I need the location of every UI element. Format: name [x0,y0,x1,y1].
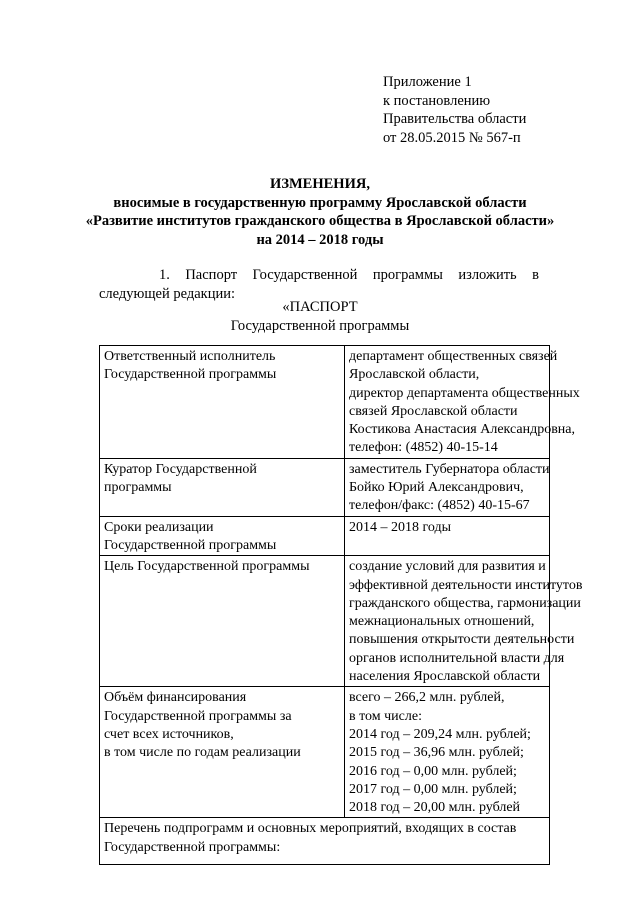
cell-line: межнациональных отношений, [349,614,535,630]
cell-line: 2014 год – 209,24 млн. рублей; [349,726,531,742]
cell-line: гражданского общества, гармонизации [349,595,581,611]
heading-line: «Развитие институтов гражданского общества в Ярославской области» [85,213,555,229]
table-cell-value [345,556,583,687]
cell-line: Куратор Государственной [104,461,257,477]
cell-line: 2018 год – 20,00 млн. рублей [349,800,521,816]
table-row [100,458,550,516]
cell-line: Государственной программы за [104,708,292,724]
table-cell-subprograms [100,818,550,865]
table-cell-label [100,346,345,459]
appendix-line: Правительства области [383,111,527,127]
cell-line: Государственной программы: [104,839,281,855]
table-row [100,687,550,818]
heading-line: на 2014 – 2018 годы [256,231,384,248]
table-row [100,556,550,687]
table-cell-label [100,458,345,516]
table-cell-label [100,687,345,818]
cell-line: Государственной программы [104,537,277,553]
cell-line: телефон/факс: (4852) 40-15-67 [349,498,530,514]
cell-line: Ответственный исполнитель [104,349,276,364]
cell-line: Перечень подпрограмм и основных мероприятий, входящих в состав [104,821,517,837]
cell-line: эффективной деятельности институтов [349,577,583,593]
cell-line: директор департамента общественных [349,385,580,401]
cell-line: Костикова Анастасия Александровна, [349,422,576,438]
passport-table [99,345,583,865]
cell-line: департамент общественных связей [349,349,558,364]
cell-line: 2016 год – 0,00 млн. рублей; [349,763,517,779]
cell-line: Цель Государственной программы [104,559,310,575]
table-row [100,516,550,556]
cell-line: связей Ярославской области [349,403,518,419]
table-cell-value [345,346,580,459]
cell-line: счет всех источников, [104,726,234,742]
table-row [100,346,550,459]
cell-line: 2017 год – 0,00 млн. рублей; [349,781,517,797]
heading-line: ИЗМЕНЕНИЯ, [270,176,370,192]
cell-line: 2014 – 2018 годы [349,519,452,535]
cell-line: Ярославской области, [349,367,480,383]
passport-table-body [100,346,583,865]
table-cell-value [345,687,550,818]
cell-line: всего – 266,2 млн. рублей, [349,690,505,706]
cell-line: повышения открытости деятельности [349,632,575,648]
intro-paragraph-text: 1. Паспорт Государственной программы изложить в следующей редакции: [99,267,539,302]
table-cell-value [345,516,550,556]
cell-line: органов исполнительной власти для [349,650,565,666]
cell-line: в том числе: [349,708,422,724]
cell-line: в том числе по годам реализации [104,745,301,761]
passport-title-block [0,298,640,336]
appendix-line: Приложение 1 [383,74,472,90]
document-heading [0,175,640,249]
appendix-line: к постановлению [383,92,491,109]
appendix-block [383,73,526,147]
cell-line: программы [104,480,172,496]
table-cell-value [345,458,550,516]
cell-line: телефон: (4852) 40-15-14 [349,440,498,456]
cell-line: Сроки реализации [104,519,214,535]
cell-line: Объём финансирования [104,690,247,706]
passport-subtitle: Государственной программы [230,318,410,334]
cell-line: создание условий для развития и [349,559,546,575]
cell-line: населения Ярославской области [349,669,541,685]
table-row-full [100,818,550,865]
cell-line: заместитель Губернатора области [349,461,550,477]
heading-line: вносимые в государственную программу Ярославской области [113,194,527,211]
table-cell-label [100,556,345,687]
passport-title: «ПАСПОРТ [282,299,358,315]
cell-line: 2015 год – 36,96 млн. рублей; [349,745,524,761]
cell-line: Бойко Юрий Александрович, [349,480,524,496]
cell-line: Государственной программы [104,367,277,383]
table-cell-label [100,516,345,556]
appendix-line: от 28.05.2015 № 567-п [383,129,521,146]
